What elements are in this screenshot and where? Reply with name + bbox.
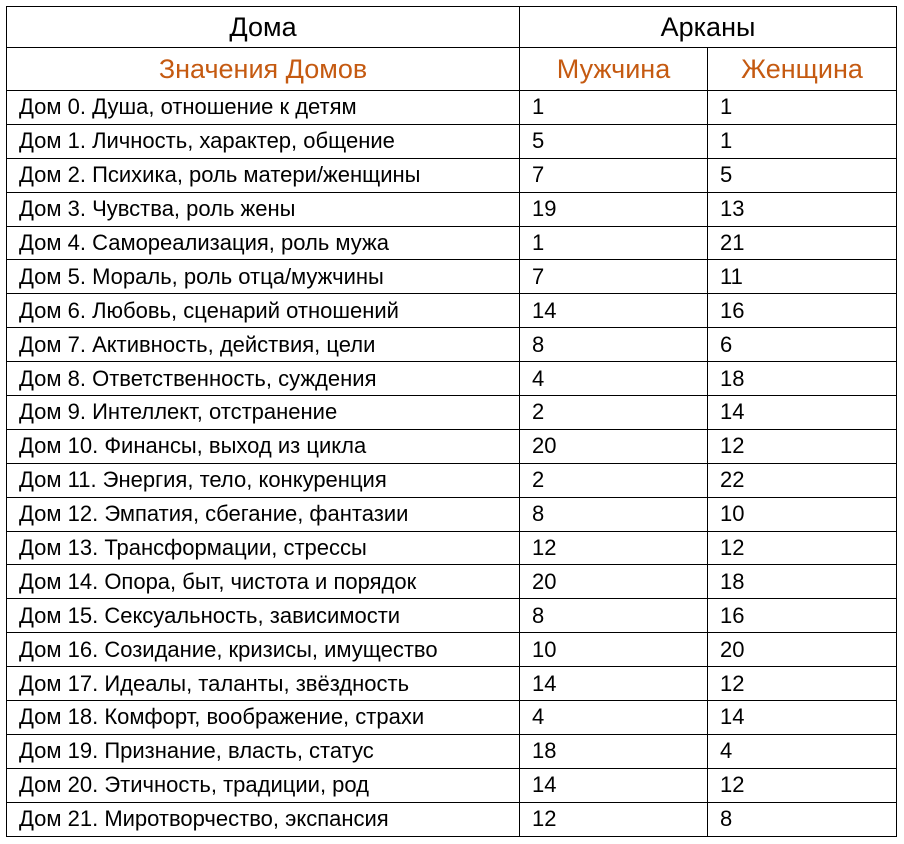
woman-arcana-cell: 8 <box>708 802 897 836</box>
woman-arcana-cell: 1 <box>708 91 897 125</box>
house-cell: Дом 17. Идеалы, таланты, звёздность <box>7 667 520 701</box>
man-arcana-cell: 1 <box>520 226 708 260</box>
woman-arcana-cell: 12 <box>708 429 897 463</box>
man-arcana-cell: 14 <box>520 768 708 802</box>
house-cell: Дом 10. Финансы, выход из цикла <box>7 429 520 463</box>
house-cell: Дом 7. Активность, действия, цели <box>7 328 520 362</box>
woman-arcana-cell: 12 <box>708 531 897 565</box>
woman-arcana-cell: 6 <box>708 328 897 362</box>
meanings-header: Значения Домов <box>7 48 520 91</box>
woman-header: Женщина <box>708 48 897 91</box>
man-arcana-cell: 7 <box>520 260 708 294</box>
woman-arcana-cell: 14 <box>708 701 897 735</box>
house-cell: Дом 20. Этичность, традиции, род <box>7 768 520 802</box>
table-row <box>7 429 897 463</box>
table-row <box>7 734 897 768</box>
man-arcana-cell: 4 <box>520 701 708 735</box>
table-row <box>7 158 897 192</box>
man-arcana-cell: 8 <box>520 599 708 633</box>
man-arcana-cell: 20 <box>520 565 708 599</box>
houses-header: Дома <box>7 7 520 48</box>
woman-arcana-cell: 12 <box>708 768 897 802</box>
table-row <box>7 260 897 294</box>
table-row <box>7 599 897 633</box>
house-cell: Дом 0. Душа, отношение к детям <box>7 91 520 125</box>
woman-arcana-cell: 13 <box>708 192 897 226</box>
house-cell: Дом 5. Мораль, роль отца/мужчины <box>7 260 520 294</box>
house-cell: Дом 15. Сексуальность, зависимости <box>7 599 520 633</box>
woman-arcana-cell: 1 <box>708 124 897 158</box>
woman-arcana-cell: 16 <box>708 599 897 633</box>
man-arcana-cell: 12 <box>520 802 708 836</box>
house-cell: Дом 21. Миротворчество, экспансия <box>7 802 520 836</box>
woman-arcana-cell: 21 <box>708 226 897 260</box>
header-row-top <box>7 7 897 48</box>
woman-arcana-cell: 20 <box>708 633 897 667</box>
man-arcana-cell: 14 <box>520 667 708 701</box>
house-cell: Дом 2. Психика, роль матери/женщины <box>7 158 520 192</box>
table-row <box>7 396 897 430</box>
woman-arcana-cell: 14 <box>708 396 897 430</box>
woman-arcana-cell: 18 <box>708 565 897 599</box>
table-row <box>7 124 897 158</box>
table-row <box>7 91 897 125</box>
house-cell: Дом 6. Любовь, сценарий отношений <box>7 294 520 328</box>
house-cell: Дом 8. Ответственность, суждения <box>7 362 520 396</box>
man-arcana-cell: 8 <box>520 328 708 362</box>
man-arcana-cell: 14 <box>520 294 708 328</box>
house-cell: Дом 12. Эмпатия, сбегание, фантазии <box>7 497 520 531</box>
house-cell: Дом 1. Личность, характер, общение <box>7 124 520 158</box>
arcana-houses-table <box>6 6 897 837</box>
table-row <box>7 531 897 565</box>
man-arcana-cell: 2 <box>520 396 708 430</box>
table-row <box>7 463 897 497</box>
table-row <box>7 192 897 226</box>
house-cell: Дом 13. Трансформации, стрессы <box>7 531 520 565</box>
house-cell: Дом 18. Комфорт, воображение, страхи <box>7 701 520 735</box>
house-cell: Дом 14. Опора, быт, чистота и порядок <box>7 565 520 599</box>
man-arcana-cell: 5 <box>520 124 708 158</box>
woman-arcana-cell: 10 <box>708 497 897 531</box>
table-row <box>7 328 897 362</box>
house-cell: Дом 9. Интеллект, отстранение <box>7 396 520 430</box>
woman-arcana-cell: 18 <box>708 362 897 396</box>
table-row <box>7 362 897 396</box>
man-arcana-cell: 2 <box>520 463 708 497</box>
house-cell: Дом 16. Созидание, кризисы, имущество <box>7 633 520 667</box>
house-cell: Дом 3. Чувства, роль жены <box>7 192 520 226</box>
house-cell: Дом 11. Энергия, тело, конкуренция <box>7 463 520 497</box>
table-row <box>7 294 897 328</box>
table-row <box>7 565 897 599</box>
man-arcana-cell: 10 <box>520 633 708 667</box>
house-cell: Дом 4. Самореализация, роль мужа <box>7 226 520 260</box>
man-arcana-cell: 12 <box>520 531 708 565</box>
table-row <box>7 701 897 735</box>
woman-arcana-cell: 5 <box>708 158 897 192</box>
man-arcana-cell: 19 <box>520 192 708 226</box>
man-arcana-cell: 7 <box>520 158 708 192</box>
table-row <box>7 633 897 667</box>
woman-arcana-cell: 4 <box>708 734 897 768</box>
table-row <box>7 802 897 836</box>
man-arcana-cell: 8 <box>520 497 708 531</box>
table-row <box>7 768 897 802</box>
table-row <box>7 667 897 701</box>
man-arcana-cell: 1 <box>520 91 708 125</box>
woman-arcana-cell: 12 <box>708 667 897 701</box>
header-row-sub <box>7 48 897 91</box>
man-arcana-cell: 20 <box>520 429 708 463</box>
house-cell: Дом 19. Признание, власть, статус <box>7 734 520 768</box>
woman-arcana-cell: 16 <box>708 294 897 328</box>
man-header: Мужчина <box>520 48 708 91</box>
table-row <box>7 226 897 260</box>
woman-arcana-cell: 22 <box>708 463 897 497</box>
man-arcana-cell: 4 <box>520 362 708 396</box>
table-row <box>7 497 897 531</box>
man-arcana-cell: 18 <box>520 734 708 768</box>
woman-arcana-cell: 11 <box>708 260 897 294</box>
arcana-header: Арканы <box>520 7 897 48</box>
